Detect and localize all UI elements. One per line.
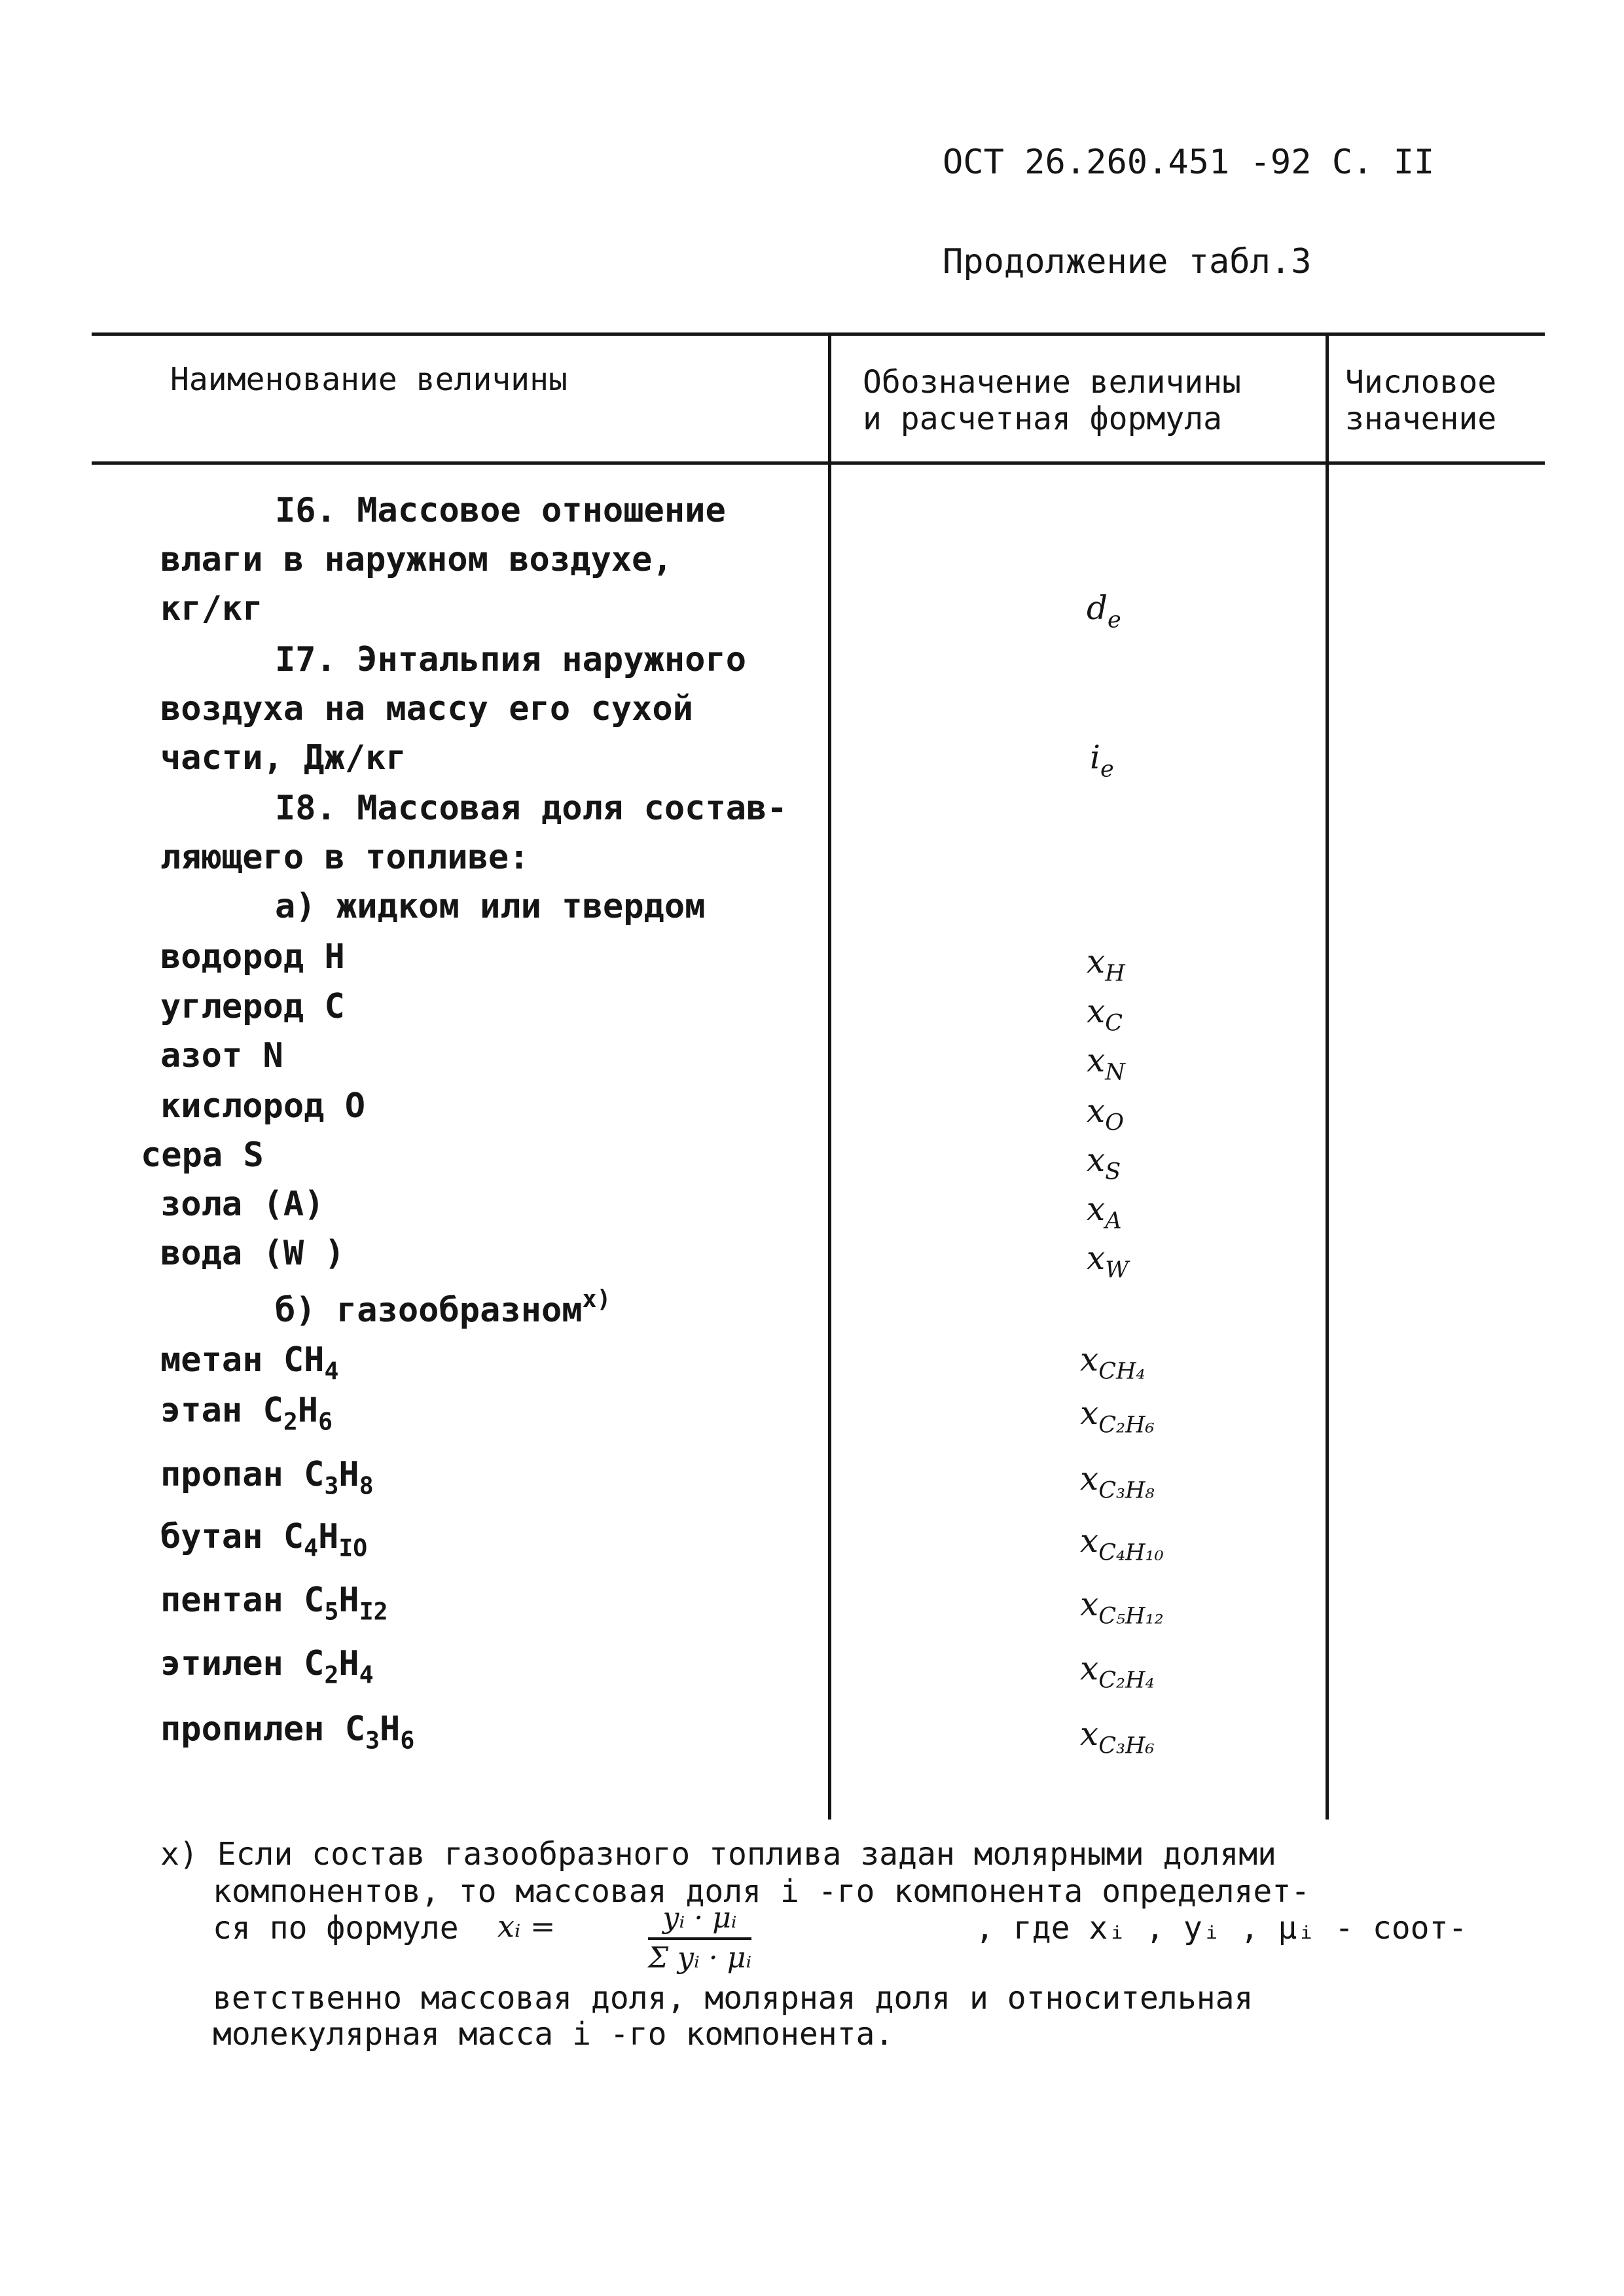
column-header-value: Числовое значение [1345,364,1497,437]
footnote-line-1: х) Если состав газообразного топлива задан молярными долями [160,1836,1277,1873]
row-symbol: $x_{C_5H_{12}}$ [1080,1585,1164,1630]
formula-lhs: xᵢ = [497,1909,556,1944]
formula-denominator: Σ yᵢ · μᵢ [648,1941,752,1975]
document-code: ОСТ 26.260.451 -92 С. II [943,143,1435,182]
table-continuation-label: Продолжение табл.3 [943,242,1312,281]
row-symbol: $x_N$ [1087,1041,1125,1086]
row-name: пентан $C_5H_{I2}$ [160,1581,388,1626]
formula-fraction [648,1901,751,1975]
row-name: влаги в наружном воздухе, [160,540,673,579]
row-name: ляющего в топливе: [160,838,530,877]
row-name: I6. Массовое отношение [275,491,726,530]
row-symbol: $x_{C_3H_8}$ [1080,1460,1155,1504]
footnote-line-2: компонентов, то массовая доля i -го компонента определяет- [213,1873,1310,1910]
footnote-line-5: молекулярная масса i -го компонента. [213,2016,894,2053]
column-header-symbol: Обозначение величины и расчетная формула [863,364,1241,437]
row-symbol: $x_{C_3H_6}$ [1080,1715,1155,1759]
column-divider-1 [828,332,831,1820]
row-name: вода (W ) [160,1234,345,1273]
row-symbol: $x_H$ [1087,942,1125,987]
row-name: метан $CH_4$ [160,1340,339,1386]
row-name: бутан $C_4H_{IO}$ [160,1517,368,1562]
row-symbol: $x_W$ [1087,1239,1129,1283]
footnote-line-3-end: , где xᵢ , yᵢ , μᵢ - соот- [975,1910,1468,1946]
row-name: кислород O [160,1086,366,1126]
row-symbol: $x_{CH_4}$ [1080,1340,1146,1385]
row-name: азот N [160,1036,283,1075]
row-name: этан $C_2H_6$ [160,1391,333,1436]
row-name: пропилен $C_3H_6$ [160,1710,415,1755]
row-name: углерод C [160,987,345,1026]
row-symbol: $x_S$ [1087,1141,1121,1185]
formula-numerator: yᵢ · μᵢ [648,1901,751,1940]
row-symbol: $x_A$ [1087,1190,1122,1234]
row-name: воздуха на массу его сухой [160,689,693,728]
row-name: части, Дж/кг [160,738,406,778]
row-name: пропан $C_3H_8$ [160,1455,374,1500]
row-name: I8. Массовая доля состав- [275,789,787,828]
row-symbol: $i_e$ [1090,738,1114,783]
footnote-line-3-start: ся по формуле [213,1910,459,1946]
row-name: б) газообразном$^{x)}$ [275,1285,611,1330]
row-symbol: $x_C$ [1087,992,1123,1037]
row-name: сера S [141,1136,264,1175]
row-symbol: $x_{C_2H_6}$ [1080,1394,1155,1439]
row-symbol: $x_{C_2H_4}$ [1080,1649,1155,1694]
footnote-line-4: ветственно массовая доля, молярная доля и относительная [213,1980,1254,2017]
row-symbol: $x_{C_4H_{10}}$ [1080,1522,1164,1566]
row-name: зола (A) [160,1185,325,1224]
row-symbol: $x_O$ [1087,1092,1124,1136]
row-name: а) жидком или твердом [275,887,706,926]
column-header-name: Наименование величины [170,361,568,398]
row-name: водород H [160,937,345,977]
row-symbol: $d_e$ [1087,589,1121,634]
row-name: I7. Энтальпия наружного [275,640,747,679]
column-divider-2 [1326,332,1329,1820]
row-name: этилен $C_2H_4$ [160,1644,374,1689]
row-name: кг/кг [160,589,263,628]
